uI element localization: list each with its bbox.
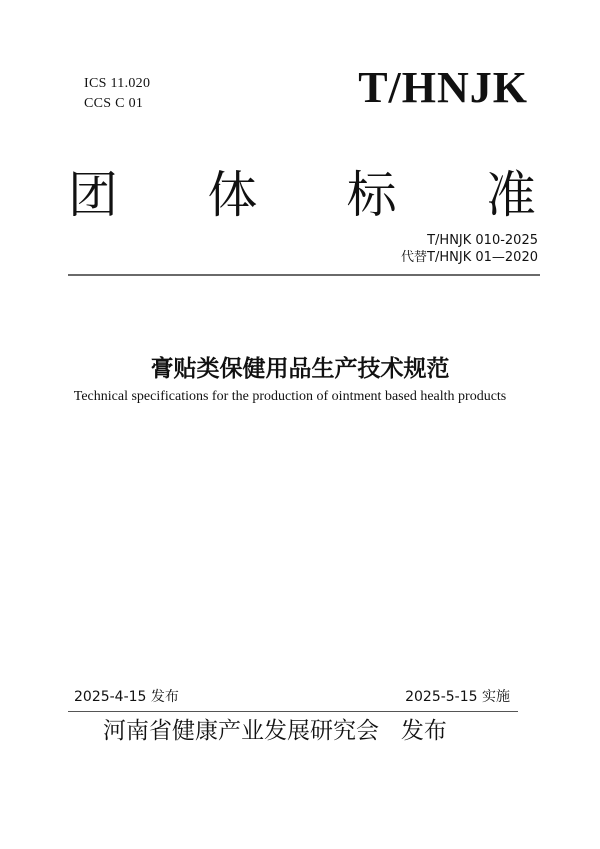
top-divider xyxy=(68,274,540,276)
implementation-date: 2025-5-15 实施 xyxy=(405,689,510,705)
standard-number-block xyxy=(401,232,538,266)
standard-type-char: 标 xyxy=(346,166,397,224)
replaced-standard-number: 代替T/HNJK 01—2020 xyxy=(401,250,538,265)
publication-date: 2025-4-15 发布 xyxy=(74,689,179,705)
title-chinese: 膏贴类保健用品生产技术规范 xyxy=(150,356,450,382)
standard-type-char: 准 xyxy=(485,166,536,224)
ccs-code: CCS C 01 xyxy=(84,96,144,111)
publisher-line: 河南省健康产业发展研究会 发布 xyxy=(103,718,447,744)
title-english: Technical specifications for the production of ointment based health products xyxy=(73,389,507,404)
bottom-divider xyxy=(68,711,518,712)
standard-type-char: 体 xyxy=(207,166,258,224)
standard-number: T/HNJK 010-2025 xyxy=(427,233,538,248)
standard-type-heading xyxy=(68,166,536,224)
organization-code: T/HNJK xyxy=(358,63,528,112)
ics-code: ICS 11.020 xyxy=(84,76,151,91)
standard-type-char: 团 xyxy=(68,166,118,224)
